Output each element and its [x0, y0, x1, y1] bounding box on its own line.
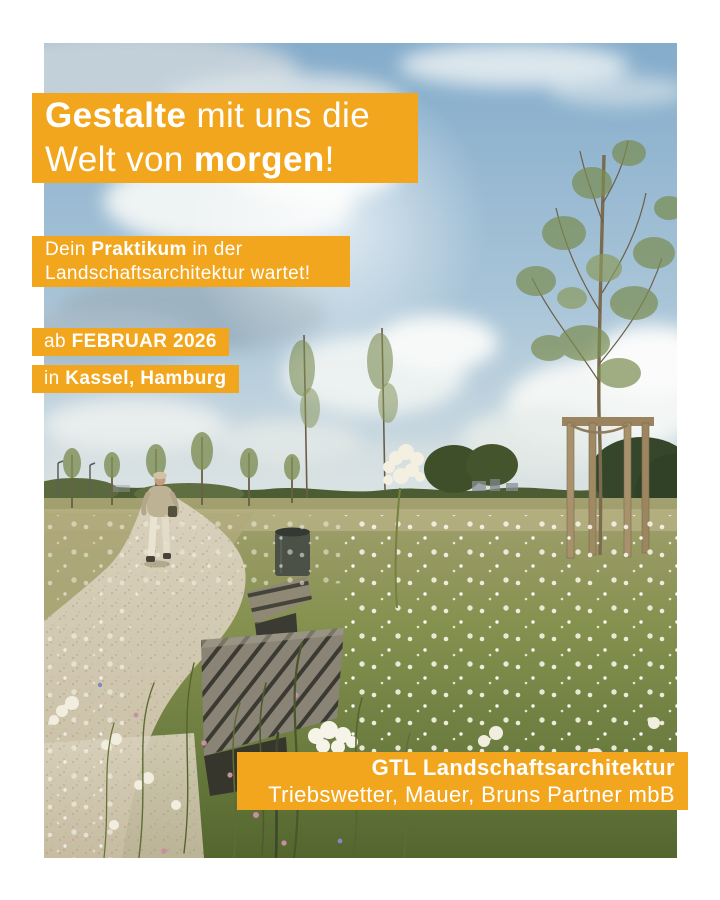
- subheadline-line-2: Landschaftsarchitektur wartet!: [45, 262, 311, 284]
- subheadline-line1-post: in der: [186, 238, 243, 260]
- company-name: GTL Landschaftsarchitektur: [371, 755, 675, 780]
- headline-banner: [32, 93, 418, 183]
- headline-line-2: [45, 138, 418, 182]
- start-date-value: FEBRUAR 2026: [71, 331, 217, 352]
- location-value: Kassel, Hamburg: [65, 368, 227, 389]
- subheadline-banner: [32, 236, 350, 287]
- start-date-prefix: ab: [44, 331, 72, 352]
- subheadline-line1-pre: Dein: [45, 238, 92, 260]
- headline-line2-pre: Welt von: [45, 140, 194, 179]
- company-partners: Triebswetter, Mauer, Bruns Partner mbB: [268, 782, 675, 807]
- location-prefix: in: [44, 368, 66, 389]
- headline-line1-rest: mit uns die: [186, 96, 371, 135]
- subheadline-line-1: [45, 238, 350, 262]
- headline-line2-post: !: [324, 140, 335, 179]
- headline-line-1: [45, 94, 418, 138]
- company-banner: [237, 752, 688, 810]
- headline-word-gestalte: Gestalte: [45, 96, 187, 135]
- location-banner: [32, 365, 239, 393]
- start-date-banner: [32, 328, 229, 356]
- subheadline-word-praktikum: Praktikum: [91, 238, 187, 260]
- headline-word-morgen: morgen: [193, 140, 325, 179]
